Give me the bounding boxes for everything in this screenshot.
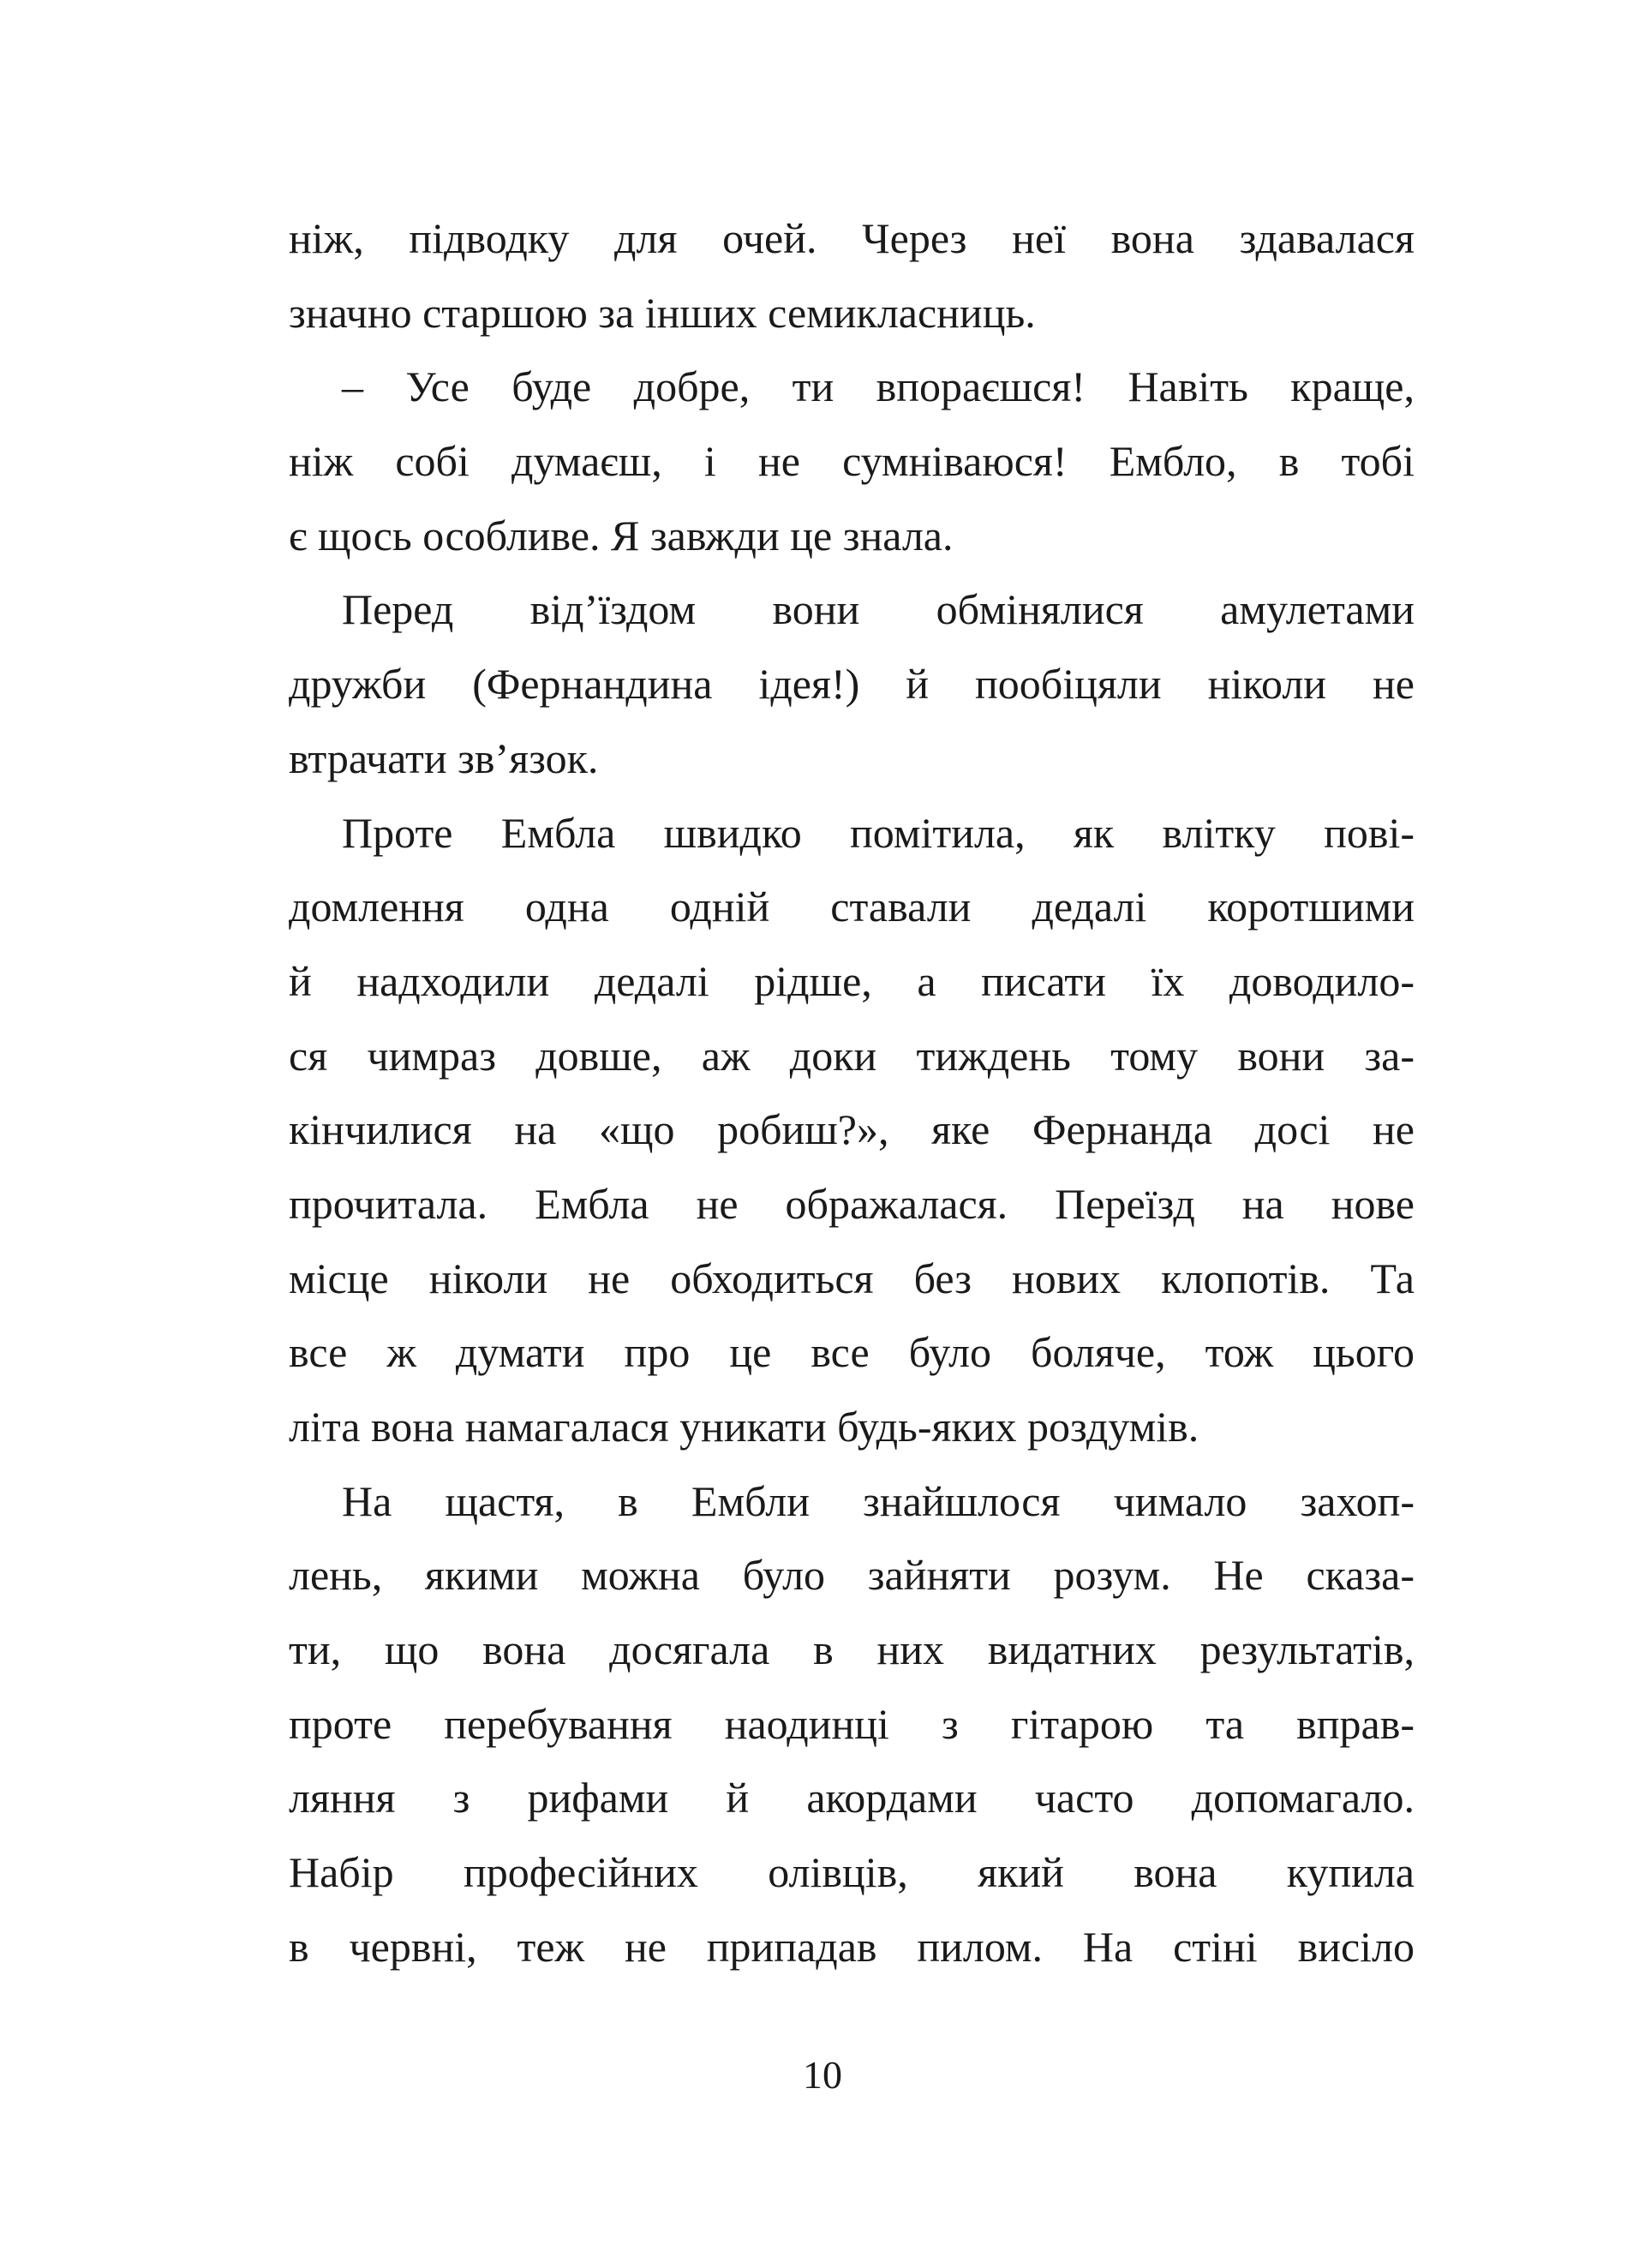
text-line: ляння з рифами й акордами часто допомагало.	[289, 1774, 1415, 1822]
text-line: втрачати зв’язок.	[289, 733, 599, 782]
text-line: Перед від’їздом вони обмінялися амулетами	[342, 585, 1415, 634]
text-line: й надходили дедалі рідше, а писати їх доводило-	[289, 956, 1415, 1005]
text-line: місце ніколи не обходиться без нових клопотів. Та	[289, 1254, 1415, 1302]
text-line: прочитала. Ембла не ображалася. Переїзд на нове	[289, 1179, 1415, 1228]
text-line: ти, що вона досягала в них видатних результатів,	[289, 1625, 1415, 1674]
text-line: домлення одна одній ставали дедалі коротшими	[289, 883, 1415, 931]
text-line: проте перебування наодинці з гітарою та вправ-	[289, 1699, 1415, 1748]
text-line: є щось особливе. Я завжди це знала.	[289, 511, 954, 560]
text-line: літа вона намагалася уникати будь-яких роздумів.	[289, 1403, 1199, 1451]
text-line: ніж, підводку для очей. Через неї вона здавалася	[289, 214, 1415, 262]
text-line: в червні, теж не припадав пилом. На стіні висіло	[289, 1922, 1415, 1971]
text-line: кінчилися на «що робиш?», яке Фернанда досі не	[289, 1105, 1415, 1154]
text-line: – Усе буде добре, ти впораєшся! Навіть краще,	[342, 362, 1415, 411]
text-line: ся чимраз довше, аж доки тиждень тому вони за-	[289, 1031, 1415, 1080]
page-number: 10	[803, 2053, 842, 2097]
body-text	[289, 201, 1415, 1984]
text-line: На щастя, в Ембли знайшлося чимало захоп-	[342, 1476, 1415, 1525]
text-line: все ж думати про це все було боляче, тож цього	[289, 1328, 1415, 1377]
text-line: ніж собі думаєш, і не сумніваюся! Ембло, в тобі	[289, 437, 1415, 486]
text-line: лень, якими можна було зайняти розум. Не сказа-	[289, 1551, 1415, 1600]
text-line: значно старшою за інших семикласниць.	[289, 288, 1036, 337]
text-line: Проте Ембла швидко помітила, як влітку пові-	[342, 808, 1415, 857]
text-line: Набір професійних олівців, який вона купила	[289, 1848, 1415, 1897]
text-line: дружби (Фернандина ідея!) й пообіцяли ніколи не	[289, 660, 1415, 709]
